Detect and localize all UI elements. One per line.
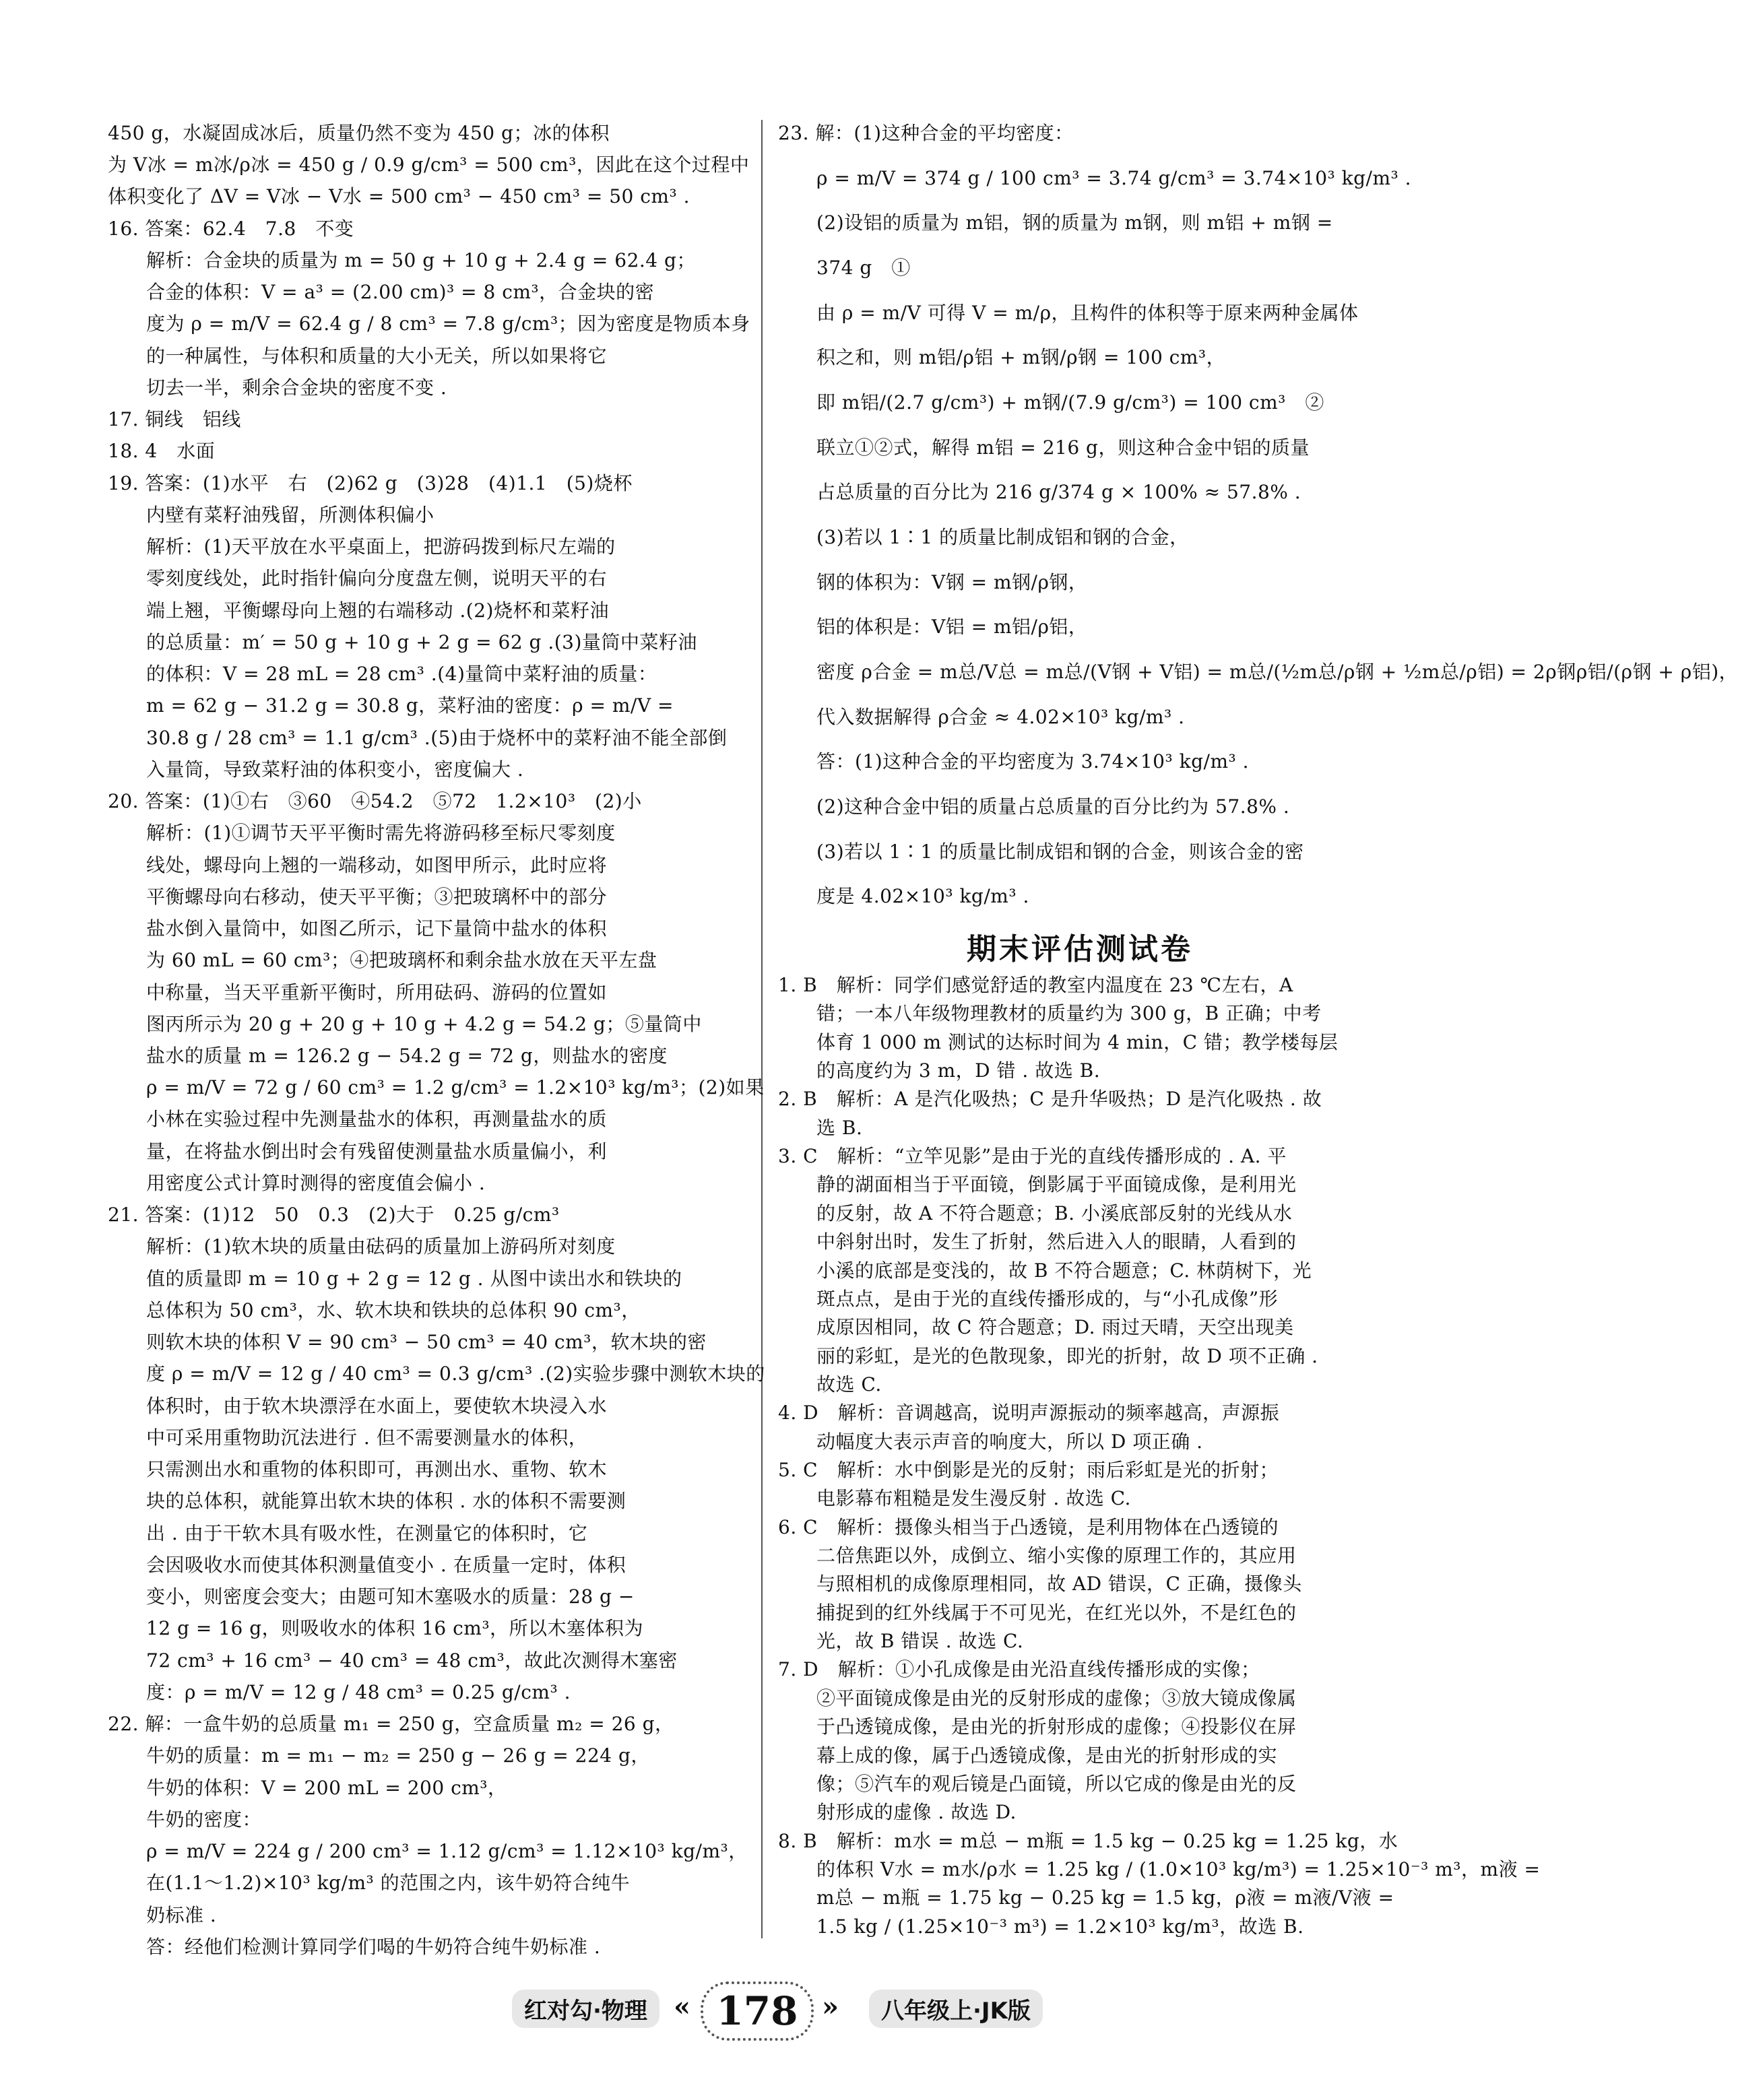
- text-line: (2)这种合金中铝的质量占总质量的百分比约为 57.8% .: [778, 795, 1290, 818]
- text-line: 平衡螺母向右移动，使天平平衡；③把玻璃杯中的部分: [108, 886, 608, 908]
- column-divider: [761, 120, 763, 1938]
- text-line: 线处，螺母向上翘的一端移动，如图甲所示，此时应将: [108, 854, 608, 876]
- text-line: 总体积为 50 cm³，水、软木块和铁块的总体积 90 cm³，: [108, 1299, 641, 1321]
- text-line: 奶标准 .: [108, 1904, 217, 1926]
- page-number: 178: [701, 1981, 814, 2041]
- text-line: 的总质量：m′ = 50 g + 10 g + 2 g = 62 g .(3)量筒中菜籽油: [108, 631, 697, 653]
- text-line: 选 B.: [778, 1117, 863, 1139]
- text-line: 只需测出水和重物的体积即可，再测出水、重物、软木: [108, 1458, 608, 1480]
- footer-left-arrow: «: [674, 1991, 690, 2023]
- text-line: 22. 解：一盒牛奶的总质量 m₁ = 250 g，空盒质量 m₂ = 26 g，: [108, 1713, 674, 1735]
- page-footer: [0, 1986, 1516, 2033]
- text-line: 1.5 kg / (1.25×10⁻³ m³) = 1.2×10³ kg/m³，故选 B.: [778, 1915, 1304, 1938]
- text-line: 的一种属性，与体积和质量的大小无关，所以如果将它: [108, 345, 608, 367]
- section-title: 期末评估测试卷: [967, 932, 1193, 966]
- text-line: 在(1.1～1.2)×10³ kg/m³ 的范围之内，该牛奶符合纯牛: [108, 1872, 631, 1894]
- text-line: 图丙所示为 20 g + 20 g + 10 g + 4.2 g = 54.2 g；⑤量筒中: [108, 1013, 702, 1035]
- text-line: 于凸透镜成像，是由光的折射形成的虚像；④投影仪在屏: [778, 1715, 1297, 1738]
- text-line: 用密度公式计算时测得的密度值会偏小 .: [108, 1172, 486, 1194]
- text-line: 错；一本八年级物理教材的质量约为 300 g，B 正确；中考: [778, 1002, 1322, 1024]
- text-line: 中斜射出时，发生了折射，然后进入人的眼睛，人看到的: [778, 1231, 1297, 1253]
- text-line: 解析：合金块的质量为 m = 50 g + 10 g + 2.4 g = 62.4 g；: [108, 249, 696, 271]
- text-line: 斑点点，是由于光的直线传播形成的，与“小孔成像”形: [778, 1288, 1279, 1310]
- text-line: 切去一半，剩余合金块的密度不变 .: [108, 376, 447, 399]
- text-line: 密度 ρ合金 = m总/V总 = m总/(V钢 + V铝) = m总/(½m总/ρ钢 + ½m总/ρ铝) = 2ρ钢ρ铝/(ρ钢 + ρ铝)，: [778, 661, 1738, 683]
- text-line: ρ = m/V = 374 g / 100 cm³ = 3.74 g/cm³ = 3.74×10³ kg/m³ .: [778, 167, 1412, 189]
- text-line: m = 62 g − 31.2 g = 30.8 g，菜籽油的密度：ρ = m/V =: [108, 694, 674, 717]
- text-line: 电影幕布粗糙是发生漫反射 . 故选 C.: [778, 1487, 1131, 1509]
- text-line: 体积变化了 ΔV = V冰 − V水 = 500 cm³ − 450 cm³ = 50 cm³ .: [108, 185, 690, 207]
- text-line: 为 60 mL = 60 cm³；④把玻璃杯和剩余盐水放在天平左盘: [108, 949, 657, 971]
- text-line: 由 ρ = m/V 可得 V = m/ρ，且构件的体积等于原来两种金属体: [778, 302, 1359, 324]
- text-line: 6. C 解析：摄像头相当于凸透镜，是利用物体在凸透镜的: [778, 1516, 1279, 1538]
- text-line: ρ = m/V = 72 g / 60 cm³ = 1.2 g/cm³ = 1.2×10³ kg/m³；(2)如果: [108, 1076, 765, 1098]
- text-line: (3)若以 1∶1 的质量比制成铝和钢的合金，: [778, 526, 1189, 548]
- text-line: 代入数据解得 ρ合金 ≈ 4.02×10³ kg/m³ .: [778, 706, 1185, 728]
- text-line: 静的湖面相当于平面镜，倒影属于平面镜成像，是利用光: [778, 1173, 1297, 1195]
- text-line: 端上翘，平衡螺母向上翘的右端移动 .(2)烧杯和菜籽油: [108, 599, 609, 622]
- text-line: 3. C 解析：“立竿见影”是由于光的直线传播形成的 . A. 平: [778, 1145, 1287, 1167]
- text-line: 17. 铜线 铝线: [108, 408, 241, 430]
- text-line: 像；⑤汽车的观后镜是凸面镜，所以它成的像是由光的反: [778, 1773, 1297, 1795]
- text-line: 16. 答案：62.4 7.8 不变: [108, 218, 354, 240]
- text-line: 与照相机的成像原理相同，故 AD 错误，C 正确，摄像头: [778, 1573, 1302, 1595]
- text-line: 21. 答案：(1)12 50 0.3 (2)大于 0.25 g/cm³: [108, 1204, 560, 1226]
- text-line: (3)若以 1∶1 的质量比制成铝和钢的合金，则该合金的密: [778, 841, 1304, 863]
- text-line: 374 g ①: [778, 257, 911, 279]
- text-line: 值的质量即 m = 10 g + 2 g = 12 g . 从图中读出水和铁块的: [108, 1268, 682, 1290]
- text-line: ρ = m/V = 224 g / 200 cm³ = 1.12 g/cm³ = 1.12×10³ kg/m³，: [108, 1840, 748, 1862]
- text-line: 7. D 解析：①小孔成像是由光沿直线传播形成的实像；: [778, 1658, 1260, 1680]
- text-line: 度是 4.02×10³ kg/m³ .: [778, 885, 1029, 907]
- text-line: 盐水倒入量筒中，如图乙所示，记下量筒中盐水的体积: [108, 917, 608, 940]
- text-line: 积之和，则 m铝/ρ铝 + m钢/ρ钢 = 100 cm³，: [778, 346, 1226, 368]
- text-line: 450 g，水凝固成冰后，质量仍然不变为 450 g；冰的体积: [108, 122, 610, 144]
- text-line: 光，故 B 错误 . 故选 C.: [778, 1630, 1024, 1652]
- text-line: 解析：(1)软木块的质量由砝码的质量加上游码所对刻度: [108, 1235, 616, 1257]
- text-line: 的体积 V水 = m水/ρ水 = 1.25 kg / (1.0×10³ kg/m³) = 1.25×10⁻³ m³，m液 =: [778, 1858, 1541, 1880]
- text-line: 故选 C.: [778, 1373, 882, 1396]
- text-line: 5. C 解析：水中倒影是光的反射；雨后彩虹是光的折射；: [778, 1459, 1279, 1481]
- text-line: 联立①②式，解得 m铝 = 216 g，则这种合金中铝的质量: [778, 436, 1310, 459]
- text-line: 动幅度大表示声音的响度大，所以 D 项正确 .: [778, 1431, 1203, 1453]
- text-line: 度为 ρ = m/V = 62.4 g / 8 cm³ = 7.8 g/cm³；因为密度是物质本身: [108, 313, 750, 335]
- text-line: 的体积：V = 28 mL = 28 cm³ .(4)量筒中菜籽油的质量：: [108, 663, 657, 685]
- text-line: 解析：(1)天平放在水平桌面上，把游码拨到标尺左端的: [108, 535, 616, 558]
- text-line: 30.8 g / 28 cm³ = 1.1 g/cm³ .(5)由于烧杯中的菜籽油不能全部倒: [108, 727, 728, 749]
- text-line: 72 cm³ + 16 cm³ − 40 cm³ = 48 cm³，故此次测得木塞密: [108, 1649, 678, 1672]
- text-line: 体积时，由于软木块漂浮在水面上，要使软木块浸入水: [108, 1395, 608, 1417]
- text-line: 度：ρ = m/V = 12 g / 48 cm³ = 0.25 g/cm³ .: [108, 1681, 571, 1703]
- text-line: 18. 4 水面: [108, 440, 216, 462]
- text-line: 零刻度线处，此时指针偏向分度盘左侧，说明天平的右: [108, 567, 608, 589]
- text-line: ②平面镜成像是由光的反射形成的虚像；③放大镜成像属: [778, 1687, 1297, 1709]
- text-line: 钢的体积为：V钢 = m钢/ρ钢，: [778, 571, 1088, 593]
- text-line: 体育 1 000 m 测试的达标时间为 4 min，C 错；教学楼每层: [778, 1031, 1339, 1053]
- text-line: 答：(1)这种合金的平均密度为 3.74×10³ kg/m³ .: [778, 750, 1250, 773]
- text-line: 则软木块的体积 V = 90 cm³ − 50 cm³ = 40 cm³，软木块的密: [108, 1331, 707, 1353]
- text-line: 答：经他们检测计算同学们喝的牛奶符合纯牛奶标准 .: [108, 1936, 601, 1958]
- text-line: 铝的体积是：V铝 = m铝/ρ铝，: [778, 616, 1088, 638]
- text-line: 牛奶的质量：m = m₁ − m₂ = 250 g − 26 g = 224 g，: [108, 1744, 650, 1767]
- text-line: 小溪的底部是变浅的，故 B 不符合题意；C. 林荫树下，光: [778, 1259, 1312, 1282]
- text-line: 射形成的虚像 . 故选 D.: [778, 1801, 1017, 1823]
- text-line: 12 g = 16 g，则吸收水的体积 16 cm³，所以木塞体积为: [108, 1617, 644, 1639]
- text-line: 为 V冰 = m冰/ρ冰 = 450 g / 0.9 g/cm³ = 500 cm³，因此在这个过程中: [108, 154, 750, 176]
- text-line: 捕捉到的红外线属于不可见光，在红光以外，不是红色的: [778, 1602, 1297, 1624]
- text-line: 牛奶的体积：V = 200 mL = 200 cm³，: [108, 1777, 507, 1799]
- text-line: m总 − m瓶 = 1.75 kg − 0.25 kg = 1.5 kg，ρ液 = m液/V液 =: [778, 1886, 1394, 1909]
- text-line: 解析：(1)①调节天平平衡时需先将游码移至标尺零刻度: [108, 822, 616, 844]
- text-line: 内壁有菜籽油残留，所测体积偏小: [108, 504, 434, 526]
- text-line: 即 m铝/(2.7 g/cm³) + m钢/(7.9 g/cm³) = 100 cm³ ②: [778, 391, 1324, 414]
- text-line: 的反射，故 A 不符合题意；B. 小溪底部反射的光线从水: [778, 1202, 1293, 1224]
- text-line: 19. 答案：(1)水平 右 (2)62 g (3)28 (4)1.1 (5)烧杯: [108, 472, 633, 494]
- footer-right-arrow: »: [822, 1991, 839, 2023]
- text-line: 4. D 解析：音调越高，说明声源振动的频率越高，声源振: [778, 1402, 1280, 1424]
- text-line: 成原因相同，故 C 符合题意；D. 雨过天晴，天空出现美: [778, 1316, 1294, 1338]
- text-line: 会因吸收水而使其体积测量值变小 . 在质量一定时，体积: [108, 1554, 626, 1576]
- text-line: 8. B 解析：m水 = m总 − m瓶 = 1.5 kg − 0.25 kg = 1.25 kg，水: [778, 1830, 1398, 1852]
- text-line: 丽的彩虹，是光的色散现象，即光的折射，故 D 项不正确 .: [778, 1345, 1318, 1367]
- text-line: 量，在将盐水倒出时会有残留使测量盐水质量偏小，利: [108, 1140, 608, 1162]
- text-line: 占总质量的百分比为 216 g/374 g × 100% ≈ 57.8% .: [778, 481, 1301, 503]
- text-line: 小林在实验过程中先测量盐水的体积，再测量盐水的质: [108, 1108, 608, 1130]
- text-line: 1. B 解析：同学们感觉舒适的教室内温度在 23 ℃左右，A: [778, 974, 1293, 996]
- text-line: 变小，则密度会变大；由题可知木塞吸水的质量：28 g −: [108, 1585, 635, 1608]
- text-line: (2)设铝的质量为 m铝，钢的质量为 m钢，则 m铝 + m钢 =: [778, 211, 1333, 234]
- text-line: 中称量，当天平重新平衡时，所用砝码、游码的位置如: [108, 981, 608, 1004]
- text-line: 出 . 由于干软木具有吸水性，在测量它的体积时，它: [108, 1522, 588, 1544]
- text-line: 中可采用重物助沉法进行 . 但不需要测量水的体积，: [108, 1426, 588, 1449]
- text-line: 20. 答案：(1)①右 ③60 ④54.2 ⑤72 1.2×10³ (2)小: [108, 790, 642, 812]
- text-line: 牛奶的密度：: [108, 1808, 262, 1831]
- text-line: 二倍焦距以外，成倒立、缩小实像的原理工作的，其应用: [778, 1544, 1297, 1567]
- text-line: 幕上成的像，属于凸透镜成像，是由光的折射形成的实: [778, 1744, 1278, 1767]
- footer-edition: 八年级上·JK版: [869, 1990, 1043, 2028]
- text-line: 块的总体积，就能算出软木块的体积 . 水的体积不需要测: [108, 1490, 626, 1512]
- text-line: 23. 解：(1)这种合金的平均密度：: [778, 122, 1074, 144]
- footer-book-title: 红对勾·物理: [512, 1990, 659, 2028]
- text-line: 合金的体积：V = a³ = (2.00 cm)³ = 8 cm³，合金块的密: [108, 281, 655, 303]
- text-line: 入量筒，导致菜籽油的体积变小，密度偏大 .: [108, 758, 524, 781]
- text-line: 2. B 解析：A 是汽化吸热；C 是升华吸热；D 是汽化吸热 . 故: [778, 1088, 1322, 1110]
- text-line: 的高度约为 3 m，D 错 . 故选 B.: [778, 1059, 1101, 1082]
- text-line: 度 ρ = m/V = 12 g / 40 cm³ = 0.3 g/cm³ .(2)实验步骤中测软木块的: [108, 1363, 765, 1385]
- text-line: 盐水的质量 m = 126.2 g − 54.2 g = 72 g，则盐水的密度: [108, 1045, 668, 1067]
